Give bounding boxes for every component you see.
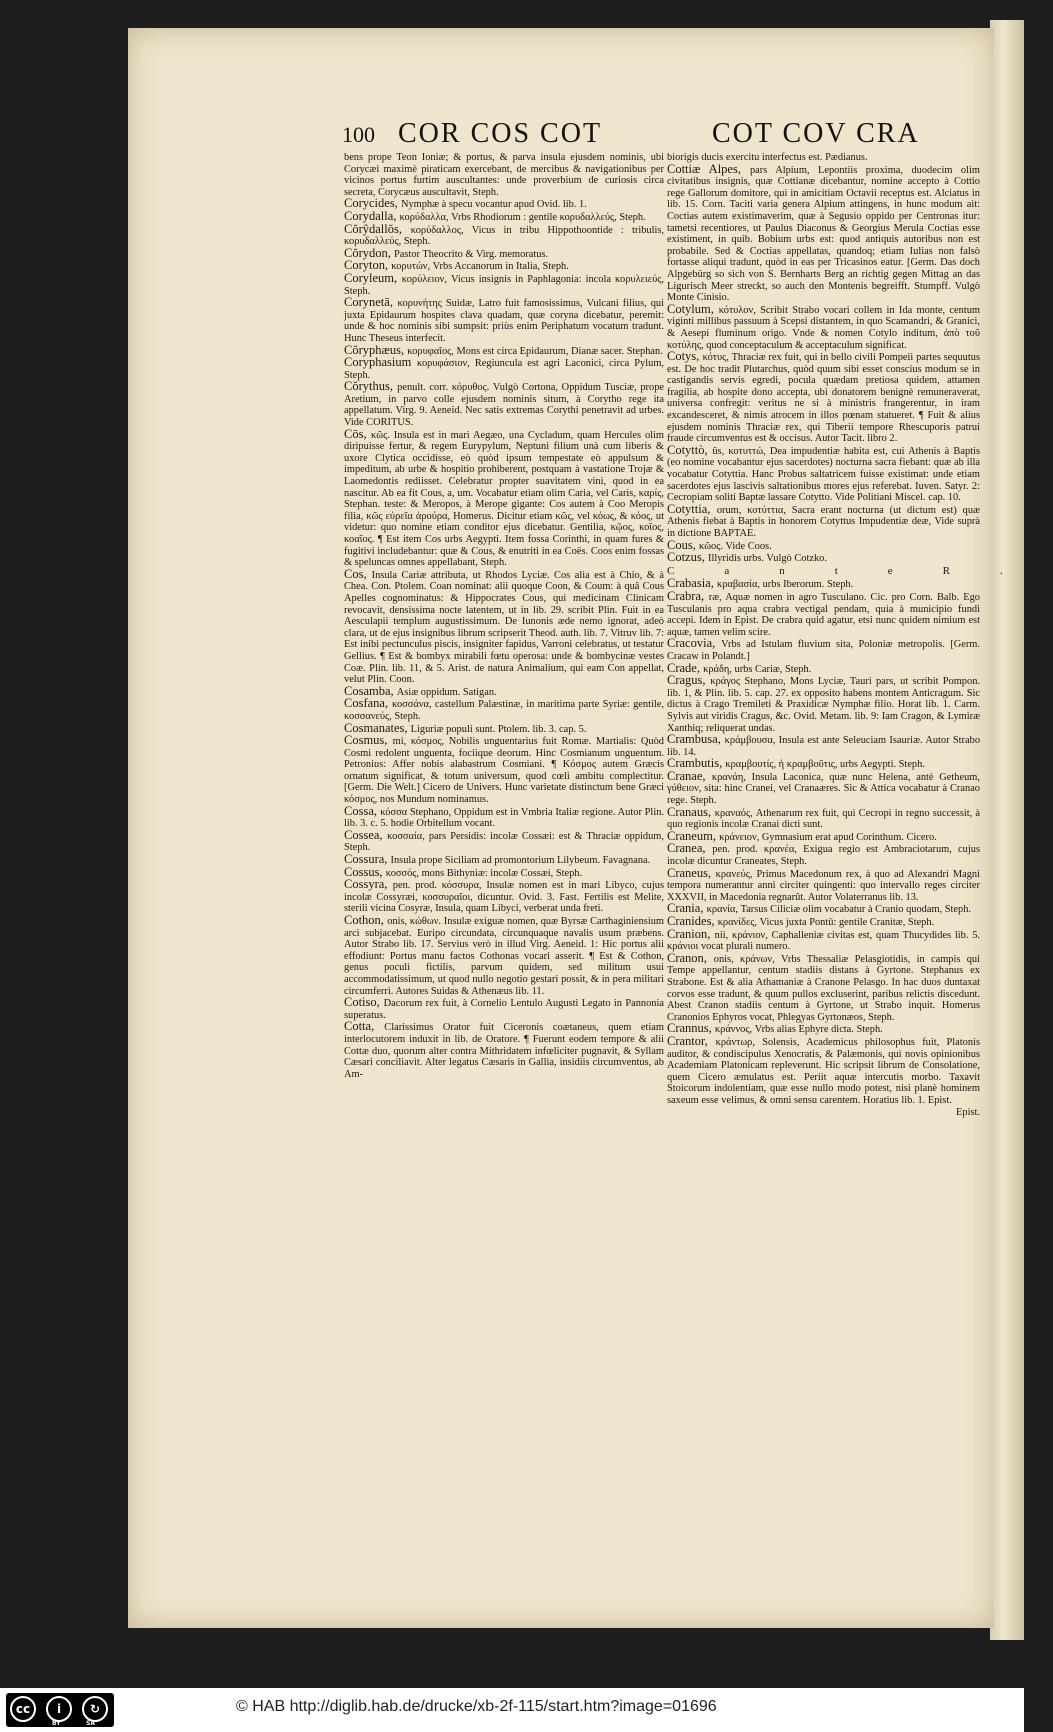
entry-headword: Cosmanates, [344,720,411,735]
running-head-right: COT COV CRA [712,118,920,149]
dictionary-entry [344,1021,664,1080]
entry-text: Nymphæ à specu vocantur apud Ovid. lib. 1. [400,199,587,211]
dictionary-entry [667,950,980,1024]
cc-icon: cc [10,1696,36,1722]
dictionary-entry [344,221,665,248]
entry-text: orum, κοτύττια, Sacra erant nocturna (ut dictum est) quæ Athenis fiebat à Baptis in honorem Cotyttus Impudentiæ deæ, Vide suprà in dictione BAPTAE. [667,504,980,539]
dictionary-entry [344,803,665,830]
entry-headword: Crabra, [667,588,709,603]
entry-text: κορυνήτης Suidæ, Latro fuit famosissimus, Vulcani filius, qui juxta Epidaurum hospites clava quadam, quæ coryna dicebatur, peremit: unde & hoc nominis sibi sumpsit: priùs enim Periphatum vocatum tradunt. Hunc Theseus interfecit. [344,298,664,344]
entry-text: κορύλειον, Vicus insignis in Paphlagonia: incola κορυλειεύς, Steph. [344,273,664,297]
dictionary-entry [667,552,980,565]
entry-headword: Crambusa, [667,732,725,747]
running-head-left-text: COR COS COT [398,118,603,149]
dictionary-entry [344,915,664,997]
entry-headword: Cos, [344,566,372,581]
entry-headword: Cŏrŷdallŏs, [344,221,411,236]
left-column [344,152,664,1080]
dictionary-entry [344,357,664,381]
entry-text: Dacorum rex fuit, à Cornelio Lentulo Augusti Legato in Pannonia superatus. [344,998,664,1021]
separator-mid: ante [724,564,943,577]
dictionary-entry [667,301,980,351]
cc-license-badge[interactable] [6,1693,114,1727]
entry-headword: Craneus, [667,865,716,880]
entry-headword: Cosmus, [344,733,393,748]
dictionary-entry [667,588,980,638]
entry-headword: Craneum, [667,828,720,843]
dictionary-entry [344,997,664,1021]
dictionary-entry [667,161,980,304]
entry-text: κράνειον, Gymnasium erat apud Corinthum. Cicero. [719,831,937,843]
entry-headword: Cossa, [344,803,381,818]
entry-headword: Cotyttò, [667,442,713,457]
entry-headword: Cranion, [667,926,715,941]
entry-headword: Cragus, [667,673,711,688]
share-alike-icon: ↻ [82,1696,108,1722]
entry-headword: Cotylum, [667,301,719,316]
entry-text: κορύδαλλος, Vicus in tribu Hippothoontide : tribulis, κορυδαλλεύς, Steph. [344,224,665,248]
dictionary-entry [667,1033,980,1107]
entry-headword: Cotta, [344,1019,385,1034]
entry-text: κράννος, Vrbs alias Ephyre dicta. Steph. [714,1024,883,1036]
entry-headword: Cranae, [667,768,712,783]
entry-text: Insula Cariæ attributa, ut Rhodos Lyciæ. Cos alia est à Chio, & à Chea. Con. Ptolem. Coan nominat: alii quoque Coon, & Coum: à quâ Cous Apelles cognominatus: & Hippocrates Cous, qui medicinam Clinicam revocavit, densissima nocte latentem, ut in lib. 29. scribit Plin. Fuit in ea Aesculapii templum augustissimum. De Iunonis æde nemo ignorat, adeò clara, ut de ejus insignibus librum scripserit Theod. auth. lib. 7. Vitruv lib. 7: Est inibi pectunculus piscis, insigniter fapidus, Varroni celebratus, ut testatur Gellius. ¶ Est & bombyx mirabili fœtu operosa: unde & bombycinæ vestes Coæ. Plin. lib. 11, & 5. Arist. de natura Animalium, qui eam Con appellat, velut Plin. Coon. [344,569,665,686]
entry-text: κότυλον, Scribit Strabo vocari collem in Ida monte, centum viginti millibus passuum à Scepsi distantem, in quo Scamandri, & Granici, & Aesepi fluminum origo. Vnde & nomen Cotylo inditum, ἀπὸ τοῦ κοτύλης, quod conceptaculum & acceptaculum significat. [667,304,980,351]
entry-text: bens prope Teon Ioniæ; & portus, & parva insula ejusdem nominis, ubi Corycæi maximè piraticam exercebant, de mercibus & navigationibus per vicinos portus furtim auscultantes: unde proverbium de curiosis circa secreta, Corycæus auscultavit, Steph. [344,152,664,198]
entry-headword: Cŏryphæus, [344,342,408,357]
entry-headword: Cranides, [667,914,718,928]
attribution-icon: i [46,1696,72,1722]
right-column [667,152,1053,1118]
entry-headword: Cossura, [344,852,391,867]
dictionary-entry [344,854,664,867]
entry-text: onis, κώθων. Insulæ exiguæ nomen, quæ Byrsæ Carthaginiensium arci subjacebat. Euripo circundata, circunquaque navalis usum præbens. Autor Strabo lib. 17. Servius verò in illud Virg. Aeneid. 1: Hic portus alii effodiunt: Portus manu factos Cothonas vocari asserit. ¶ Est & Cothon, genus poculi fictilis, parvum quidem, sed militum usui accommodatissimum, ut quod nullo negotio gestari possit, & in pera militari circumferri. Autores Suidas & Athenæus lib. 11. [344,916,664,997]
dictionary-entry [344,381,664,428]
entry-text: ræ, Aquæ nomen in agro Tusculano. Cic. pro Corn. Balb. Ego Tusculanis pro aqua crabra vectigal pendam, quia à municipio fundi accepi. Idem in Epist. De crabra quid agatur, etsi nunc quidem nimium est aquæ, tamen velim scire. [667,591,980,638]
entry-text: Asiæ oppidum. Satigan. [396,686,497,698]
entry-text: κραμβουτίς, ἡ κραμβοῦτις, urbs Aegypti. Steph. [725,759,925,771]
entry-headword: Cracovia, [667,636,722,651]
entry-text: κοσσός, mons Bithyniæ: incolæ Cossæi, Steph. [385,867,583,879]
dictionary-entry [344,426,665,569]
entry-headword: Crannus, [667,1021,715,1036]
entry-headword: Cotyttia, [667,501,717,516]
dictionary-entry [667,675,980,734]
entry-headword: Cotzus, [667,550,708,565]
entry-text: Insula prope Siciliam ad promontorium Lilybeum. Favagnana. [390,855,651,867]
dictionary-entry [667,768,980,807]
dictionary-entry [667,865,980,904]
entry-text: κορύδαλλα, Vrbs Rhodiorum : gentile κορυδαλλεύς, Steph. [399,211,646,223]
entry-headword: Crambutis, [667,756,726,771]
entry-headword: Cosamba, [344,683,397,698]
entry-headword: Coryton, [344,258,392,273]
dictionary-entry [667,734,980,758]
dictionary-entry [667,351,980,445]
next-page-edge [990,20,1024,1640]
catchword: Epist. [956,1106,980,1118]
entry-headword: Cossea, [344,827,388,842]
entry-text: κραβασία, urbs Iberorum. Steph. [716,579,854,591]
dictionary-entry [344,735,664,806]
entry-headword: Cŏrydon, [344,245,394,260]
credit-line: © HAB http://diglib.hab.de/drucke/xb-2f-115/start.htm?image=01696 [236,1698,717,1715]
entry-headword: Corynetā, [344,295,398,310]
dictionary-entry [667,578,980,591]
entry-text: ûs, κοτυττώ, Dea impudentiæ habita est, cui Athenis à Baptis (eo nomine vocabantur ejus sacerdotes) nocturna sacra fiebant: quæ ab illa vocabatur Cotyttia. Hanc Probus saltatricem fuisse existimat: unde etiam sacerdotes ejus lascivis saltationibus mores ejus referebat. Iuven. Satyr. 2: Cecropiam soliti Baptæ lassare Cotytto. Vide Politiani Miscel. cap. 10. [667,445,980,504]
dictionary-entry [344,879,664,915]
entry-headword: Cothon, [344,913,388,927]
entry-text: κῶς. Insula est in mari Aegæo, una Cycladum, quam Hercules olim diripuisse fertur, & regem Eurypylum, Neptuni filium unà cum liberis & uxore Clytica occidisse, eò quòd ipsum tempestate eò appulsum & impeditum, ab urbe & hospitio prohiberent, postquam à vastatione Trojæ & Laomedontis rediisset. Celebratur propter suavitatem vini, quod in ea nascitur. Ab ea fit Cous, a, um. Vocabatur etiam olim Caria, vel Caris, καρίς, Stephan. teste: & Meropos, à Merope gigante: Cos autem à Coo Meropis filia, κῶς εὐρεῖα ἀρούρα, Homerus. Dicitur etiam κῶς, vel κόως, & κόος, ut videtur: quo nomine etiam conditor ejus dicebatur. Gentilia, κῷος, κοῖος, κοαῖος. ¶ Est item Cos urbs Aegypti. Item fossa Corinthi, in quam fures & fugitivi includebantur: quæ & Cous, & enutriti in ea Coës. Coos enim fossas & speluncas omnes appellabant, Steph. [344,429,665,569]
entry-headword: Crantor, [667,1033,716,1048]
entry-text: κότυς, Thraciæ rex fuit, qui in bello civili Pompeii partes sequutus est. De hoc tradit Plutarchus, quòd quum sibi esset conscius modum se in castigandis servis egredi, pocula quædam pretiosa quidem, attamen fragilia, ab hospite dono accepta, ubi donatorem benignè remuneraverat, universa confregit: veritus ne si à ministris frangerentur, in iram excandesceret, & nimis atrocem in illos pœnam statueret. ¶ Fuit & alius ejusdem nominis Thraciæ rex, qui Tiberii tempore Rhescuporis patrui fraude circumventus est & occisus. Autor Tacit. libro 2. [667,352,980,445]
entry-text: κορυτών, Vrbs Accanorum in Italia, Steph. [391,261,569,273]
entry-headword: Cranaus, [667,804,715,819]
dictionary-entry [344,566,665,686]
entry-text: κρανία, Tarsus Ciliciæ olim vocabatur à Cranio quodam, Steph. [706,904,972,916]
cc-label: SA [86,1720,95,1727]
entry-text: Liguriæ populi sunt. Ptolem. lib. 3. cap. 5. [410,723,587,735]
entry-text: κόσσα Stephano, Oppidum est in Vmbria Italiæ regione. Autor Plin. lib. 3. c. 5. hodie Orbitellum vocant. [344,806,665,830]
entry-headword: Cotys, [667,349,703,364]
dictionary-entry [667,442,980,504]
entry-headword: Cranea, [667,841,713,856]
dictionary-entry [667,501,980,540]
entry-text: Vrbs ad Istulam fluvium sita, Poloniæ metropolis. [Germ. Cracaw in Polandt.] [667,639,980,662]
entry-text: biorigis ducis exercitu interfectus est. Pædianus. [667,152,868,163]
entry-text: onis, κράνων, Vrbs Thessaliæ Pelasgiotidis, in campis qui Tempe appellantur, centum stadiis distans à Gyrtone. Stephanus ex Strabone. Est & alia Athamaniæ à Cranone Pelasgo. In hac duos duntaxat corvos esse tradunt, & quum pullos excluserint, paribus relictis discedunt. Abest Cranon stadiis centum à Gyrtone, ut Strabo inquit. Homerus Cranonios Ephyros vocat, Phlegyas Gyrtonæos, Steph. [667,953,980,1023]
entry-headword: Coryphasium [344,355,417,370]
entry-text: κορυφαῖος, Mons est circa Epidaurum, Dianæ sacer. Stephan. [407,345,663,357]
entry-headword: Cossus, [344,864,386,879]
dictionary-entry [667,843,980,867]
entry-text: pen. prod. κρανέα, Exigua regio est Ambraciotarum, cujus incolæ dicuntur Craneates, Steph. [667,844,980,868]
entry-headword: Crania, [667,901,707,916]
cc-label: BY [52,1720,61,1727]
entry-headword: Cottiæ Alpes, [667,161,750,176]
dictionary-entry [344,270,664,297]
entry-text: κράμβουσα, Insula est ante Seleuciam Isauriæ. Autor Strabo lib. 14. [667,735,981,758]
entry-text: κοσσάνα, castellum Palæstinæ, in maritima parte Syriæ: gentile, κοσσανεύς, Steph. [344,699,664,722]
separator-left: C [667,564,725,577]
dictionary-entry [344,297,664,344]
entry-text: κοσσαία, pars Persidis: incolæ Cossæi: est & Thraciæ oppidum, Steph. [344,830,664,854]
entry-text: κραναός, Athenarum rex fuit, qui Cecropi in regno successit, à quo regionis incolæ Cranai dicti sunt. [667,807,980,831]
entry-text: κράγος Stephano, Mons Lyciæ, Tauri pars, ut scribit Pompon. lib. 1, & Plin. lib. 5. cap. 27. ex opposito habens montem Anticragum. Sic dictus à Crago Tremileti & Praxidicæ Nymphæ filio. Horat lib. 1. Carm. Sylvis aut viridis Cragus, &c. Ovid. Metam. lib. 9: Iam Cragon, & Lymiræ Xanthiq; reliquerat undas. [667,676,980,734]
running-head-left [342,118,602,150]
entry-text: Pastor Theocrito & Virg. memoratus. [394,248,549,260]
entry-text: κρανίδες, Vicus juxta Pontū: gentile Cranitæ, Steph. [717,917,935,928]
entry-text: penult. corr. κόρυθος. Vulgò Cortona, Oppidum Tusciæ, prope Aretium, in parvo colle ejusdem nominis situm, à Corytho rege ita appellatum. Virg. 9. Aeneid. Nec satis extremas Corythi penetravit ad urbes. Vide CORITUS. [344,382,664,429]
separator-right: R. [942,564,1053,577]
entry-text: κράδη, urbs Cariæ, Steph. [703,663,812,675]
entry-headword: Corydalla, [344,208,400,223]
entry-headword: Crade, [667,660,704,675]
entry-text: Illyridis urbs. Vulgò Cotzko. [707,553,827,565]
entry-text: κρανεύς, Primus Macedonum rex, à quo ad Alexandri Magni tempora numerantur anni circiter quingenti: quo intervallo reges circiter XXXVII, in Macedonia regnarût. Autor Volaterranus lib. 13. [667,868,980,903]
entry-headword: Cotiso, [344,995,384,1010]
entry-headword: Cŏrythus, [344,379,398,394]
entry-text: mi, κόσμος, Nobilis unguentarius fuit Romæ. Martialis: Quòd Cosmi redolent unguenta, fociique deorum. Hinc Cosmianum unguentum. Petronius: Affer nobis alabastrum Cosmiani. ¶ Κόσμος autem Græcis ornatum significat, & totum universum, quod cœli ambitu complectitur. [Germ. Die Welt.] Cicero de Univers. Hunc varietate distinctum bene Græci κόσμος, nos Mundum nominamus. [344,736,664,806]
entry-text: pen. prod. κόσσυρα, Insulæ nomen est in mari Libyco, cujus incolæ Cossyræi, κοσσυραῖοι, dicuntur. Ovid. 3. Fast. Fertilis est Melite, sterili vicina Cosyræ, Insula, quam Libyci, verberat unda freti. [344,880,664,915]
dictionary-entry [667,926,980,953]
page-number: 100 [342,122,375,147]
dictionary-entry [344,245,664,261]
dictionary-entry [344,698,664,722]
entry-headword: Coryleum, [344,270,402,285]
dictionary-entry [667,537,980,553]
dictionary-entry [667,660,980,676]
dictionary-entry [344,152,664,198]
dictionary-entry [344,827,664,854]
dictionary-entry [344,683,664,699]
entry-headword: Corycides, [344,196,401,211]
entry-headword: Cous, [667,537,699,552]
dictionary-entry [667,638,980,662]
entry-headword: Cossyra, [344,877,393,892]
entry-text: pars Alpium, Lepontiis proxima, duodecim olim civitatibus insignis, quæ Cottianæ dicebantur, nomine accepto à Cottio rege Gallorum domitore, qui in amicitiam Octavii receptus est. Alciatus in lib. 15. Corn. Taciti varia genera Alpium attingens, in hunc modum ait: Coctias autem existimaverim, quæ à Segusio oppido per Centronas itur: tametsi recentiores, ut Paulus Diaconus & Georgius Merula Coctias esse existiment, in quib. Bobium urbs est: quod antiquis autoribus non est probabile. Sed & Coctias appellatas, quandoq; etiam Iulias non falsò fortasse aliqui tradunt, quòd in eas per Tricasinos eatur. [Germ. Das doch Alpgebürg so sich von S. Bernharts Berg an richtig gegen Mittag an das Ligurisch Meer streckt, so auch den Montenis begreifft. Stumpff. Vulgò Monte Cinisio. [667,164,980,304]
entry-headword: Crabasia, [667,576,717,591]
entry-text: Clarissimus Orator fuit Ciceronis coætaneus, quem etiam interlocutorem induxit in lib. de Oratore. ¶ Fuerunt eodem tempore & alii Cottæ duo, quorum alter contra Mithridatem infœliciter pugnavit, & Syllam Cæsari conciliavit. Alter legatus Cæsaris in Gallia, insidiis circumventus, ab Am- [344,1022,664,1080]
dictionary-entry [667,758,980,771]
entry-text: nii, κράνιον, Caphalleniæ civitas est, quam Thucydides lib. 5. κράνιοι vocat plurali numero. [667,929,980,953]
entry-text: κρανάη, Insula Laconica, quæ nunc Helena, antè Getheum, γύθειον, sita: hinc Cranei, vel Cranaæres. Sic & Attica vocabatur à Cranao rege. Steph. [667,771,980,807]
dictionary-entry [667,828,980,844]
entry-headword: Cosfana, [344,696,392,711]
entry-text: κορυφάσιον, Regiuncula est agri Laconici, circa Pylum, Steph. [344,358,665,381]
entry-text: κράντωρ, Solensis, Academicus philosophus fuit, Platonis auditor, & condiscipulus Xenocratis, & Palæmonis, qui novis opinionibus Academiam Platonicam repleverunt. Hic scripsit librum de Consolatione, quem Cicero æmulatus est. Periit aquæ intercutis morbo. Taxavit Stoicorum indolentiam, quæ esse nullo modo potest, nisi planè hominem saxeum esse velimus, & omni sensu carentem. Horatius lib. 1. Epist. [667,1036,980,1106]
dictionary-entry [667,804,980,831]
entry-headword: Cranon, [667,950,714,965]
entry-text: κῶος. Vide Coos. [698,540,772,552]
entry-headword: Cōs, [344,426,372,441]
